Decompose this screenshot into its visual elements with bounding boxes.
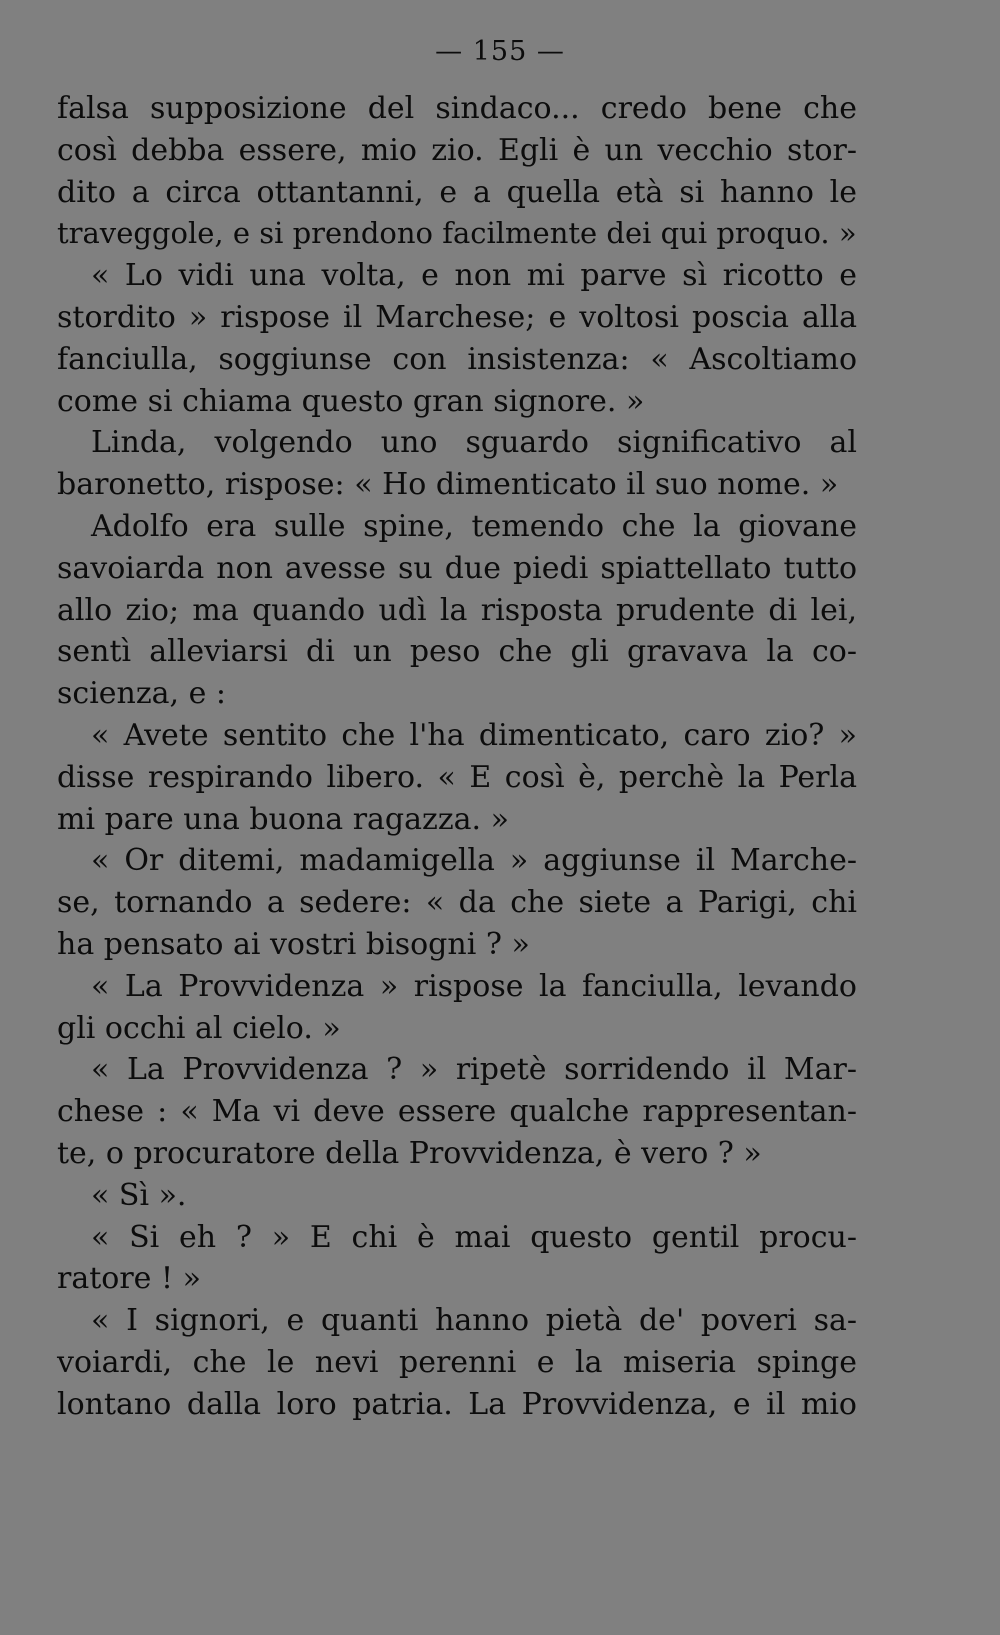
text-line: mi pare una buona ragazza. » [57, 801, 509, 837]
text-line: Adolfo era sulle spine, temendo che la giovane [91, 508, 857, 544]
text-line: se, tornando a sedere: « da che siete a Parigi, chi [57, 885, 857, 921]
text-line: disse respirando libero. « E così è, perchè la Perla [57, 759, 857, 795]
text-line: dito a circa ottantanni, e a quella età si hanno le [57, 174, 857, 210]
text-line: « Sì ». [91, 1177, 187, 1213]
text-line: « Si eh ? » E chi è mai questo gentil procu- [91, 1219, 857, 1255]
text-line: gli occhi al cielo. » [57, 1010, 341, 1046]
text-line: « La Provvidenza ? » ripetè sorridendo il Mar- [91, 1052, 857, 1088]
text-line: « Lo vidi una volta, e non mi parve sì ricotto e [91, 258, 857, 294]
text-line: come si chiama questo gran signore. » [57, 383, 645, 419]
text-line: ha pensato ai vostri bisogni ? » [57, 926, 530, 962]
text-line: scienza, e : [57, 676, 227, 712]
text-line: così debba essere, mio zio. Egli è un vecchio stor- [57, 132, 857, 168]
text-line: « La Provvidenza » rispose la fanciulla, levando [91, 968, 857, 1004]
text-line: lontano dalla loro patria. La Provvidenza, e il mio [57, 1386, 857, 1422]
text-line: traveggole, e si prendono facilmente dei qui proquo. » [57, 216, 857, 251]
text-line: savoiarda non avesse su due piedi spiattellato tutto [57, 550, 857, 586]
text-line: « Or ditemi, madamigella » aggiunse il Marche- [91, 843, 857, 879]
text-line: stordito » rispose il Marchese; e voltosi poscia alla [57, 299, 857, 335]
body-text [57, 88, 857, 1426]
text-line: fanciulla, soggiunse con insistenza: « Ascoltiamo [57, 341, 857, 377]
text-line: falsa supposizione del sindaco... credo bene che [57, 91, 857, 126]
text-line: chese : « Ma vi deve essere qualche rappresentan- [57, 1094, 857, 1130]
page-number: — 155 — [435, 36, 565, 67]
text-line: baronetto, rispose: « Ho dimenticato il suo nome. » [57, 467, 839, 503]
text-line: te, o procuratore della Provvidenza, è vero ? » [57, 1135, 762, 1171]
text-line: allo zio; ma quando udì la risposta prudente di lei, [57, 592, 857, 628]
text-line: « I signori, e quanti hanno pietà de' poveri sa- [91, 1303, 857, 1339]
text-line: ratore ! » [57, 1261, 201, 1297]
text-line: voiardi, che le nevi perenni e la miseria spinge [57, 1344, 857, 1380]
text-line: sentì alleviarsi di un peso che gli gravava la co- [57, 634, 857, 670]
text-line: Linda, volgendo uno sguardo significativo al [91, 425, 857, 461]
text-line: « Avete sentito che l'ha dimenticato, caro zio? » [91, 717, 857, 753]
